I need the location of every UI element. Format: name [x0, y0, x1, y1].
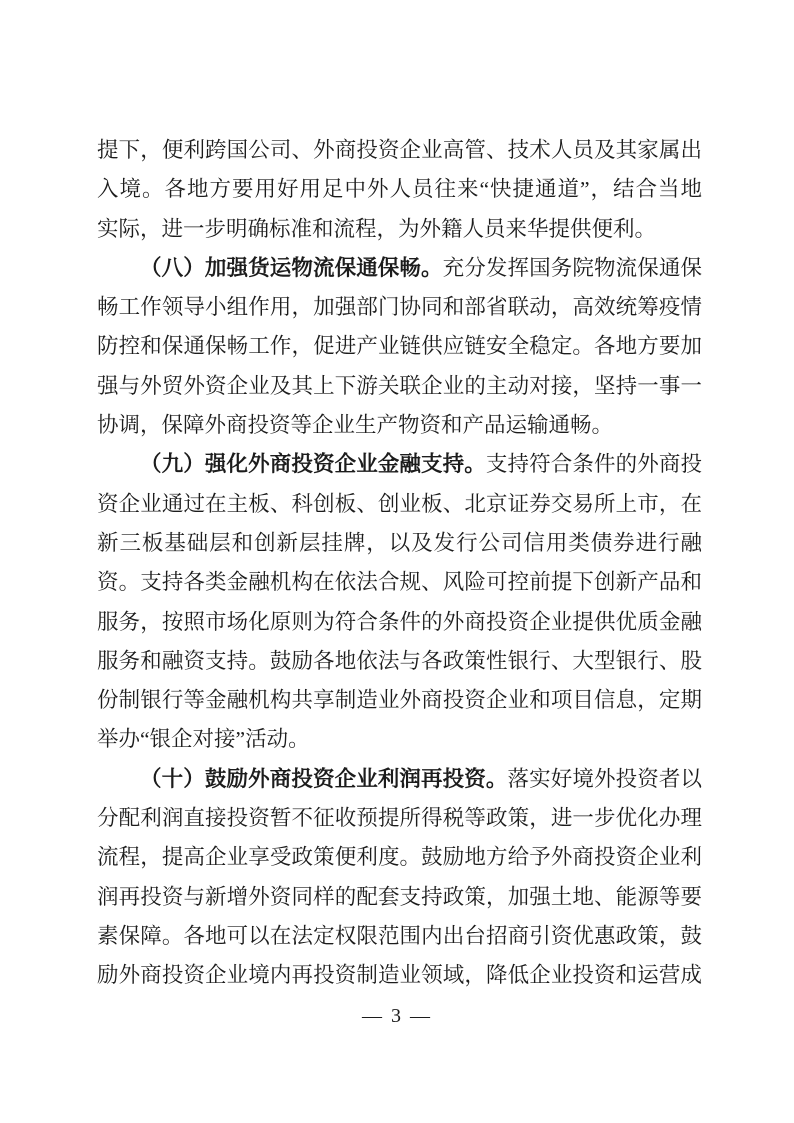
text-line: [97, 210, 702, 249]
text-line: [97, 524, 702, 563]
text-line: [97, 681, 702, 720]
text-line: [97, 878, 702, 917]
text-segment: 实际，进一步明确标准和流程，为外籍人员来华提供便利。: [97, 216, 657, 241]
text-segment: 协调，保障外商投资等企业生产物资和产品运输通畅。: [97, 413, 614, 438]
text-line: [97, 327, 702, 366]
document-body: [97, 131, 702, 996]
page-footer: [0, 1000, 794, 1032]
text-segment: 入境。各地方要用好用足中外人员往来“快捷通道”，结合当地: [97, 177, 702, 202]
text-line: [97, 485, 702, 524]
text-segment: 新三板基础层和创新层挂牌，以及发行公司信用类债券进行融: [97, 530, 702, 555]
text-line: [97, 131, 702, 170]
paragraph: [97, 760, 702, 996]
text-segment: 强与外贸外资企业及其上下游关联企业的主动对接，坚持一事一: [97, 373, 702, 398]
text-segment: 分配利润直接投资暂不征收预提所得税等政策，进一步优化办理: [97, 806, 702, 831]
text-line: [97, 445, 702, 484]
section-heading: （八）加强货运物流保通保畅。: [140, 255, 443, 280]
text-segment: 励外商投资企业境内再投资制造业领域，降低企业投资和运营成: [97, 963, 702, 988]
section-heading: （九）强化外商投资企业金融支持。: [140, 452, 486, 477]
text-segment: 润再投资与新增外资同样的配套支持政策，加强土地、能源等要: [97, 884, 702, 909]
text-line: [97, 799, 702, 838]
text-segment: 落实好境外投资者以: [507, 766, 702, 791]
text-segment: 提下，便利跨国公司、外商投资企业高管、技术人员及其家属出: [97, 138, 702, 162]
text-segment: 防控和保通保畅工作，促进产业链供应链安全稳定。各地方要加: [97, 334, 702, 359]
text-line: [97, 720, 702, 759]
text-line: [97, 288, 702, 327]
text-line: [97, 838, 702, 877]
text-line: [97, 406, 702, 445]
page-number: — 3 —: [362, 1005, 432, 1027]
text-segment: 份制银行等金融机构共享制造业外商投资企业和项目信息，定期: [97, 688, 702, 713]
text-segment: 畅工作领导小组作用，加强部门协同和部省联动，高效统筹疫情: [97, 295, 702, 320]
text-line: [97, 563, 702, 602]
text-line: [97, 760, 702, 799]
paragraph: [97, 131, 702, 249]
text-segment: 服务，按照市场化原则为符合条件的外商投资企业提供优质金融: [97, 609, 702, 634]
text-segment: 举办“银企对接”活动。: [97, 727, 310, 752]
text-segment: 资企业通过在主板、科创板、创业板、北京证券交易所上市，在: [97, 491, 702, 516]
text-segment: 素保障。各地可以在法定权限范围内出台招商引资优惠政策，鼓: [97, 923, 702, 948]
text-line: [97, 956, 702, 995]
text-line: [97, 642, 702, 681]
text-line: [97, 170, 702, 209]
text-line: [97, 603, 702, 642]
paragraph: [97, 249, 702, 445]
text-segment: 流程，提高企业享受政策便利度。鼓励地方给予外商投资企业利: [97, 845, 702, 870]
paragraph: [97, 445, 702, 759]
text-line: [97, 917, 702, 956]
text-segment: 支持符合条件的外商投: [485, 452, 702, 477]
text-segment: 服务和融资支持。鼓励各地依法与各政策性银行、大型银行、股: [97, 648, 702, 673]
text-segment: 资。支持各类金融机构在依法合规、风险可控前提下创新产品和: [97, 570, 702, 595]
section-heading: （十）鼓励外商投资企业利润再投资。: [140, 766, 508, 791]
text-segment: 充分发挥国务院物流保通保: [442, 255, 702, 280]
text-line: [97, 367, 702, 406]
text-line: [97, 249, 702, 288]
